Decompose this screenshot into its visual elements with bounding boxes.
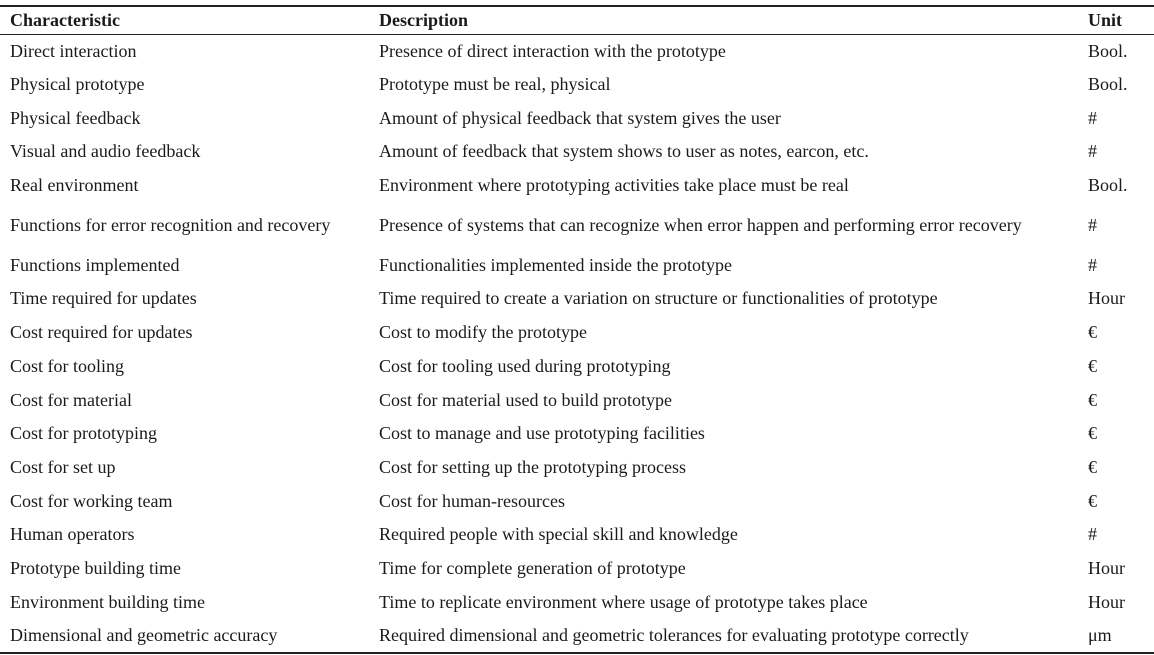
table-row [0,169,1154,203]
cell-description: Environment where prototyping activities take place must be real [379,175,849,196]
table-row [0,518,1154,552]
cell-description: Prototype must be real, physical [379,74,611,95]
cell-characteristic: Cost for prototyping [10,423,157,444]
cell-description: Cost for setting up the prototyping process [379,456,686,477]
header-description: Description [369,6,1077,34]
table-row [0,484,1154,518]
cell-unit: Hour [1088,557,1125,578]
cell-characteristic: Cost for material [10,389,132,410]
cell-unit: Hour [1088,288,1125,309]
cell-characteristic: Environment building time [10,591,205,612]
characteristics-table [0,5,1154,654]
table-row [0,316,1154,350]
cell-characteristic: Dimensional and geometric accuracy [0,619,369,653]
cell-description: Required people with special skill and knowledge [379,524,738,545]
cell-unit: € [1088,423,1097,444]
cell-unit: # [1088,254,1097,275]
cell-description: Cost for human-resources [379,490,565,511]
cell-description: Cost to modify the prototype [379,322,587,343]
cell-characteristic: Real environment [10,175,139,196]
cell-description: Functionalities implemented inside the prototype [379,254,732,275]
cell-description: Time required to create a variation on structure or functionalities of prototype [379,288,938,309]
cell-characteristic: Cost for tooling [10,355,125,376]
cell-characteristic: Physical prototype [10,74,145,95]
cell-unit: # [1088,524,1097,545]
cell-characteristic: Direct interaction [10,40,137,61]
table-row [0,248,1154,282]
cell-characteristic: Visual and audio feedback [10,141,201,162]
cell-unit: # [1088,107,1097,128]
cell-characteristic: Cost for set up [10,456,116,477]
table-body [0,34,1154,653]
cell-characteristic: Cost required for updates [10,322,193,343]
cell-characteristic: Time required for updates [10,288,197,309]
cell-characteristic: Functions for error recognition and recovery [10,214,331,235]
cell-unit: € [1088,456,1097,477]
table-row [0,202,1154,248]
cell-unit: € [1088,389,1097,410]
cell-description: Presence of systems that can recognize when error happen and performing error recovery [379,214,1022,235]
cell-unit: μm [1077,619,1154,653]
table-row [0,34,1154,68]
table-row [0,282,1154,316]
header-characteristic: Characteristic [0,6,369,34]
table-row [0,135,1154,169]
cell-characteristic: Physical feedback [10,107,141,128]
table-row [0,68,1154,102]
cell-description: Presence of direct interaction with the prototype [379,40,726,61]
cell-unit: € [1088,322,1097,343]
cell-unit: € [1088,355,1097,376]
cell-unit: # [1088,141,1097,162]
table-row [0,619,1154,653]
cell-unit: Bool. [1088,74,1128,95]
cell-description: Time to replicate environment where usage of prototype takes place [379,591,868,612]
cell-unit: Bool. [1088,175,1128,196]
cell-description: Amount of physical feedback that system gives the user [379,107,781,128]
table-row [0,585,1154,619]
table-row [0,417,1154,451]
table-row [0,383,1154,417]
table-header [0,6,1154,34]
cell-description: Cost for tooling used during prototyping [379,355,671,376]
header-row [0,6,1154,34]
header-unit: Unit [1077,6,1154,34]
cell-description: Cost to manage and use prototyping facilities [379,423,705,444]
table-row [0,350,1154,384]
cell-characteristic: Cost for working team [10,490,173,511]
cell-unit: Hour [1088,591,1125,612]
cell-description: Required dimensional and geometric tolerances for evaluating prototype correctly [369,619,1077,653]
cell-unit: # [1088,214,1097,235]
table-row [0,451,1154,485]
cell-description: Amount of feedback that system shows to user as notes, earcon, etc. [379,141,869,162]
cell-characteristic: Prototype building time [10,557,181,578]
cell-unit: Bool. [1088,40,1128,61]
table-row [0,552,1154,586]
cell-unit: € [1088,490,1097,511]
cell-description: Cost for material used to build prototype [379,389,672,410]
cell-description: Time for complete generation of prototype [379,557,686,578]
cell-characteristic: Human operators [10,524,135,545]
cell-characteristic: Functions implemented [10,254,180,275]
table-row [0,101,1154,135]
